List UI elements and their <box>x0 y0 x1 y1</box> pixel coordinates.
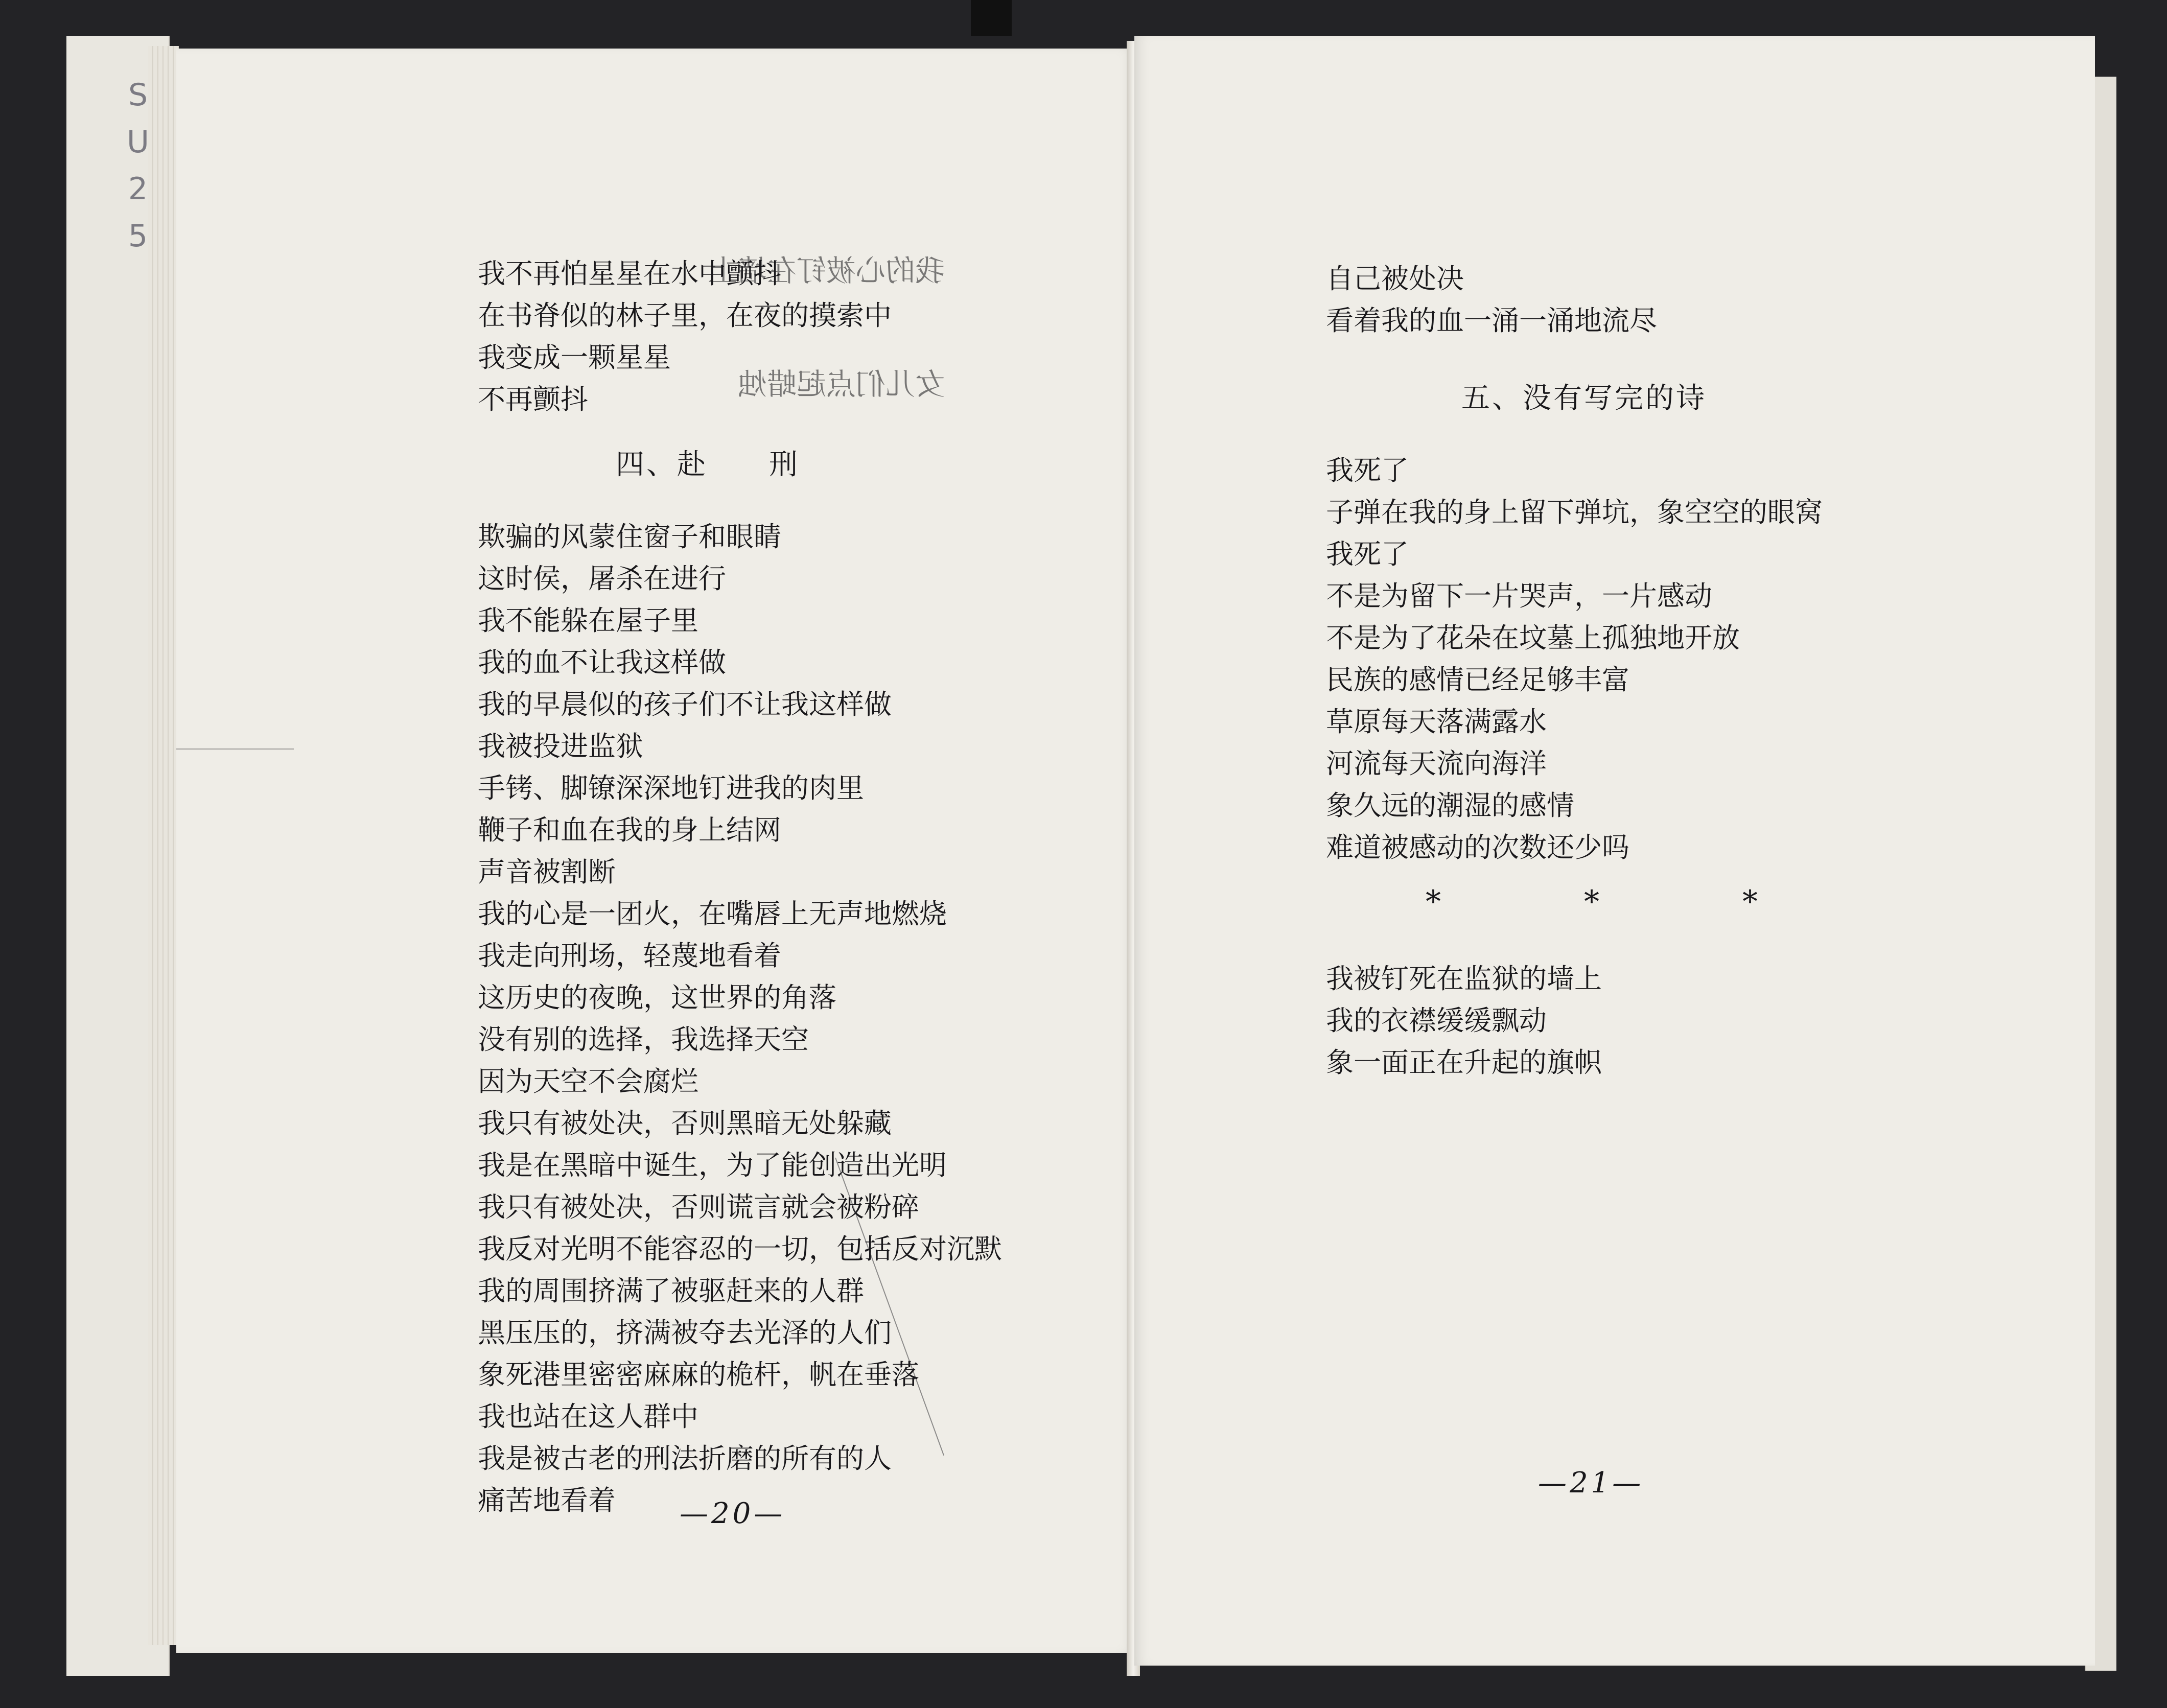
verse-line: 我只有被处决，否则黑暗无处躲藏 <box>478 1107 892 1139</box>
verse-main <box>478 516 1002 1522</box>
verse-line: 我是被古老的刑法折磨的所有的人 <box>478 1442 892 1475</box>
verse-line: 手铐、脚镣深深地钉进我的肉里 <box>478 772 864 804</box>
verse-line: 子弹在我的身上留下弹坑，象空空的眼窝 <box>1326 496 1823 528</box>
verse-line: 看着我的血一涌一涌地流尽 <box>1326 305 1657 337</box>
verse-line: 我的血不让我这样做 <box>478 646 726 678</box>
verse-line: 鞭子和血在我的身上结网 <box>478 814 781 846</box>
page-number: —20— <box>680 1497 786 1530</box>
verse-line: 我的心是一团火，在嘴唇上无声地燃烧 <box>478 898 947 930</box>
left-page <box>176 49 1134 1653</box>
verse-line: 我的早晨似的孩子们不让我这样做 <box>478 688 892 720</box>
verse-line: 这时侯，屠杀在进行 <box>478 563 726 595</box>
verse-line: 难道被感动的次数还少吗 <box>1326 831 1629 863</box>
section-separator <box>1426 884 1901 920</box>
verse-line: 象一面正在升起的旗帜 <box>1326 1046 1602 1079</box>
verse-line: 象久远的潮湿的感情 <box>1326 789 1574 822</box>
verse-line: 不再颤抖 <box>478 383 588 415</box>
verse-line: 我死了 <box>1326 538 1409 570</box>
star-mark: * <box>1584 884 1599 920</box>
verse-line: 没有别的选择，我选择天空 <box>478 1023 809 1056</box>
star-mark: * <box>1426 884 1441 920</box>
page-stack-lines <box>148 46 179 1645</box>
verse-line: 我被投进监狱 <box>478 730 643 762</box>
verse-line: 这历史的夜晚，这世界的角落 <box>478 981 836 1014</box>
verse-line: 欺骗的风蒙住窗子和眼睛 <box>478 521 781 553</box>
right-page <box>1134 36 2095 1666</box>
verse-line: 在书脊似的林子里，在夜的摸索中 <box>478 299 892 332</box>
bleed-through-text: 我的心被钉在墙上 女儿们点起蜡烛 <box>708 253 945 402</box>
verse-line: 我的周围挤满了被驱赶来的人群 <box>478 1275 864 1307</box>
edge-handwritten-note: S U 2 5 <box>127 77 149 254</box>
star-mark: * <box>1742 884 1758 920</box>
verse-line: 民族的感情已经足够丰富 <box>1326 664 1629 696</box>
section-title: 四、赴 刑 <box>616 448 800 481</box>
page-number: —21— <box>1538 1466 1644 1500</box>
verse-line: 我不再怕星星在水中颤抖 <box>478 258 781 290</box>
section-title: 五、没有写完的诗 <box>1461 382 1707 415</box>
verse-line: 痛苦地看着 <box>478 1484 616 1516</box>
verse-main <box>1326 450 1823 869</box>
verse-line: 我变成一颗星星 <box>478 341 671 373</box>
paper-tear-mark <box>176 748 294 750</box>
verse-line: 我不能躲在屋子里 <box>478 604 698 637</box>
binder-clip <box>971 0 1012 36</box>
verse-line: 我的衣襟缓缓飘动 <box>1326 1004 1547 1037</box>
verse-line: 因为天空不会腐烂 <box>478 1065 698 1097</box>
verse-line: 我走向刑场，轻蔑地看着 <box>478 940 781 972</box>
verse-line: 我反对光明不能容忍的一切，包括反对沉默 <box>478 1233 1002 1265</box>
verse-top <box>478 253 892 420</box>
verse-line: 我被钉死在监狱的墙上 <box>1326 963 1602 995</box>
verse-line: 我只有被处决，否则谎言就会被粉碎 <box>478 1191 919 1223</box>
verse-line: 我死了 <box>1326 454 1409 486</box>
verse-line: 不是为了花朵在坟墓上孤独地开放 <box>1326 622 1740 654</box>
verse-line: 草原每天落满露水 <box>1326 706 1547 738</box>
verse-line: 不是为留下一片哭声，一片感动 <box>1326 580 1712 612</box>
verse-line: 黑压压的，挤满被夺去光泽的人们 <box>478 1317 892 1349</box>
verse-line: 自己被处决 <box>1326 263 1464 295</box>
verse-line: 象死港里密密麻麻的桅杆，帆在垂落 <box>478 1359 919 1391</box>
verse-line: 我也站在这人群中 <box>478 1400 698 1433</box>
verse-line: 我是在黑暗中诞生，为了能创造出光明 <box>478 1149 947 1181</box>
verse-line: 河流每天流向海洋 <box>1326 747 1547 780</box>
verse-line: 声音被割断 <box>478 856 616 888</box>
verse-top <box>1326 258 1657 342</box>
verse-end <box>1326 958 1602 1084</box>
